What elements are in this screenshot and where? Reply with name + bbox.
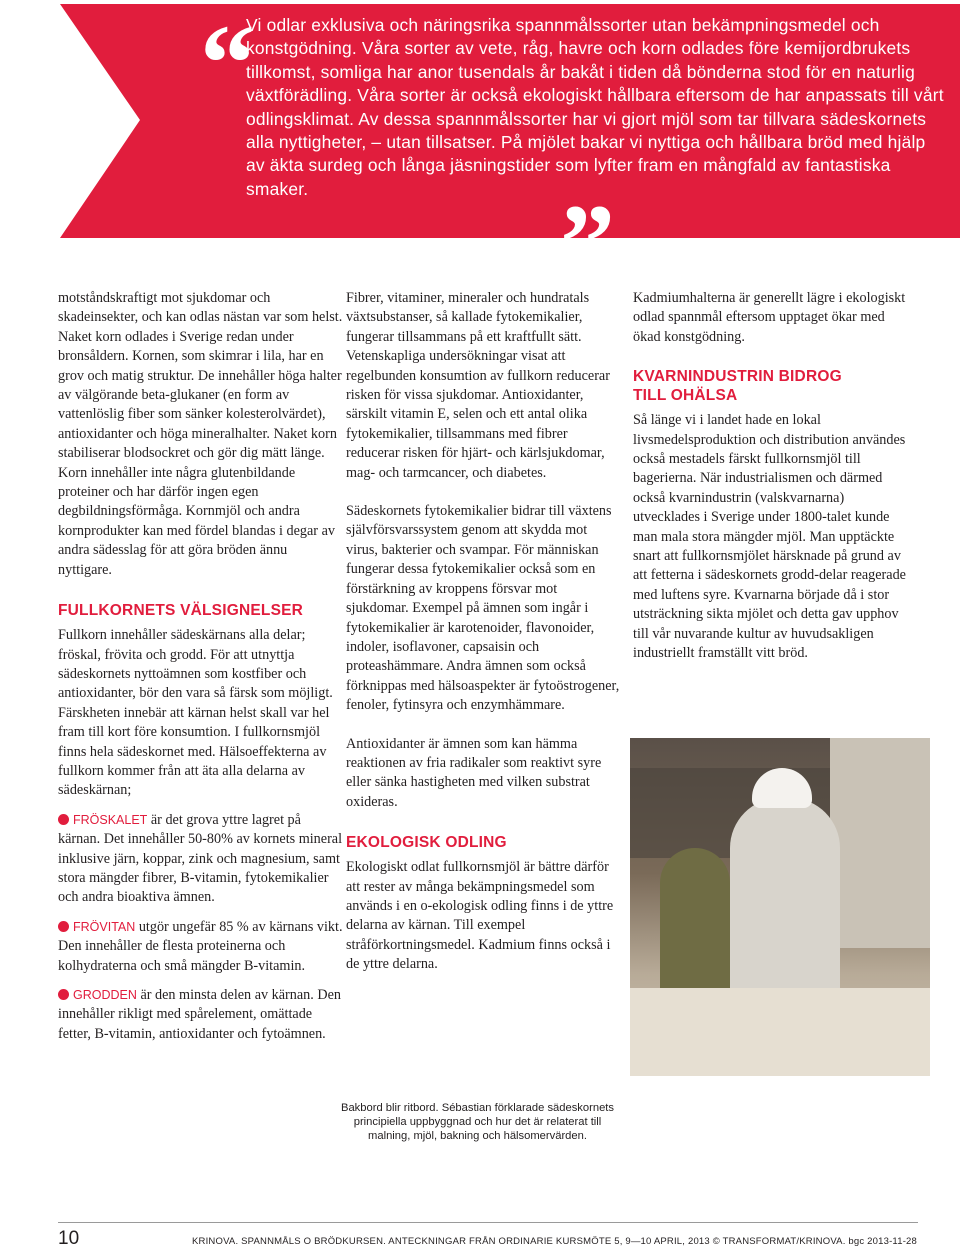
heading-ekologisk-odling: EKOLOGISK ODLING	[346, 834, 507, 852]
bullet-dot-icon	[58, 814, 69, 825]
pull-quote-text: Vi odlar exklusiva och näringsrika spannmålssorter utan bekämpningsmedel och konstgödning. Våra sorter av vete, råg, havre och korn odlades före kemijordbrukets tillkomst, somliga har anor tusendals år bakåt i tiden då bönderna stod för en naturlig växtförädling. Våra sorter är också ekologiskt hållbara eftersom de har anpassats till vårt odlingsklimat. Av dessa spannmålssorter har vi gjort mjöl som tar tillvara sädeskornets alla nyttigheter, – utan tillsatser. På mjölet bakar vi nyttiga och hållbara bröd med hjälp av äkta surdeg och långa jäsningstider som lyfter fram en mångfald av fantastiska smaker.	[246, 15, 944, 199]
close-quote-mark: ”	[560, 182, 593, 304]
col2-paragraph-2: Sädeskornets fytokemikalier bidrar till växtens självförsvarssystem genom att skydda mot virus, bakterier och svampar. För människan fungerar dessa fytokemikalier också som en förstärkning av kroppens försvar mot sjukdomar. Exempel på ämnen som ingår i fytokemikalier är karotenoider, flavonoider, indoler, isoflavoner, capsaisin och proteashämmare. Andra ämnen som också förknippas med hälsoaspekter är fytoöstrogener, fenoler, fytinsyra och enzymhämmare.	[346, 503, 620, 714]
col3-paragraph-2: Så länge vi i landet hade en lokal livsmedelsproduktion och distribution användes också mestadels färskt fullkornsmjöl till bagerierna. När industrialismen och därmed också kvarnindustrin (valskvarnarna) utvecklades i Sverige under 1800-talet kunde man mala stora mängder mjöl. Man upptäckte snart att fullkornsmjölet härsknade på grund av att fetterna i sädeskornets grodd-delar reagerade med luftens syre. Kvarnarna började då i stor utsträckning sikta mjölet och detta gav upphov till vår nuvarande kultur av huvudsakligen industriellt framställt vitt bröd.	[633, 412, 906, 662]
photo-caption: Bakbord blir ritbord. Sébastian förklarade sädeskornets principiella uppbyggnad och hur det är relaterat till malning, mjöl, bakning och hälsomervärden.	[341, 1102, 614, 1142]
col1-paragraph-1: motståndskraftigt mot sjukdomar och skadeinsekter, och kan odlas nästan var som helst. Naket korn odlades i Sverige redan under bronsåldern. Kornen, som skimrar i lila, har en grov och matig struktur. De innehåller höga halter av välgörande beta-glukaner (en form av vattenlöslig fiber som sänker kolesterolvärdet), antioxidanter och höga mineralhalter. Naket korn stabiliserar blodsockret och gör dig mätt länge. Korn innehåller inte några glutenbildande proteiner och har därför ingen egen degbildningsförmåga. Kornmjöl och andra kornprodukter kan med fördel blandas i degar av andra sädesslag för att göra bröden ännu nyttigare.	[58, 290, 343, 578]
col3-paragraph-1: Kadmiumhalterna är generellt lägre i ekologiskt odlad spannmål eftersom upptaget ökar med ökad konstgödning.	[633, 290, 906, 345]
bullet-froskalet-text: är det grova yttre lagret på kärnan. Det innehåller 50-80% av kornets mineral inklusive järn, koppar, zink och magnesium, samt stora mängder fibrer, B-vitamin, fytokemikalier och andra bioaktiva ämnen.	[58, 811, 343, 906]
bullet-froskalet	[58, 811, 343, 908]
bullet-grodden	[58, 986, 343, 1044]
heading-kvarnindustrin-line1: KVARNINDUSTRIN BIDROG	[633, 368, 842, 386]
column-1	[58, 289, 343, 1044]
column-3	[633, 289, 908, 664]
term-grodden: GRODDEN	[73, 988, 137, 1002]
col2-paragraph-3: Antioxidanter är ämnen som kan hämma reaktionen av fria radikaler som reaktivt syre eller sänka hastigheten med vilken substrat oxideras.	[346, 735, 602, 810]
photo-chef	[730, 798, 840, 998]
photo-wall	[830, 738, 930, 948]
bullet-frovitan	[58, 918, 343, 976]
column-2	[346, 289, 621, 975]
open-quote-mark: “	[200, 2, 233, 124]
col2-paragraph-1: Fibrer, vitaminer, mineraler och hundratals växtsubstanser, så kallade fytokemikalier, fungerar tillsammans på ett kraftfullt sätt. Vetenskapliga undersökningar visat att regelbunden konsumtion av fullkorn reducerar risken för vissa sjukdomar. Antioxidanter, särskilt vitamin E, selen och ett antal olika fytokemikalier, tillsammans med fibrer reducerar risken för hjärt- och kärlsjukdomar, mag- och tarmcancer, och diabetes.	[346, 290, 610, 481]
heading-kvarnindustrin-line2: TILL OHÄLSA	[633, 387, 738, 405]
footer-divider	[58, 1222, 918, 1223]
col2-paragraph-4: Ekologiskt odlat fullkornsmjöl är bättre därför att rester av många bekämpningsmedel som används i en o-ekologisk odling finns i de yttre delarna av kärnan. Till exempel stråförkortningsmedel. Kadmium finns också i de yttre delarna.	[346, 859, 614, 973]
term-froskalet: FRÖSKALET	[73, 812, 148, 827]
col1-paragraph-2: Fullkorn innehåller sädeskärnans alla delar; fröskal, frövita och grodd. För att utnyttja sädeskornets nyttoämnen som kostfiber och antioxidanter, bör den vara så färsk som möjligt. Färskheten innebär att kärnan helst skall var hel fram till kort före konsumtion. I fullkornsmjöl finns hela sädeskornet med. Hälsoeffekterna av fullkorn kommer från att äta alla delarna av sädeskärnan;	[58, 627, 333, 799]
photo-baking-table	[630, 988, 930, 1076]
bullet-dot-icon	[58, 921, 69, 932]
bullet-grodden-text: är den minsta delen av kärnan. Den innehåller rikligt med spårelement, omättade fetter, B-vitamin, antioxidanter och fytoämnen.	[58, 987, 341, 1042]
bullet-dot-icon	[58, 989, 69, 1000]
bullet-frovitan-text: utgör ungefär 85 % av kärnans vikt. Den innehåller de flesta proteinerna och kolhydraterna och små mängder B-vitamin.	[58, 918, 343, 974]
photo-person-background	[660, 848, 730, 998]
footer-text: KRINOVA. SPANNMÅLS O BRÖDKURSEN. ANTECKNINGAR FRÅN ORDINARIE KURSMÖTE 5, 9—10 APRIL, 2013 © TRANSFORMAT/KRINOVA. bgc 2013-11-28	[192, 1236, 918, 1247]
heading-fullkornets-valsignelser: FULLKORNETS VÄLSIGNELSER	[58, 602, 304, 620]
bakery-photo	[630, 738, 930, 1076]
page-number: 10	[58, 1228, 80, 1249]
term-frovitan: FRÖVITAN	[73, 919, 136, 934]
